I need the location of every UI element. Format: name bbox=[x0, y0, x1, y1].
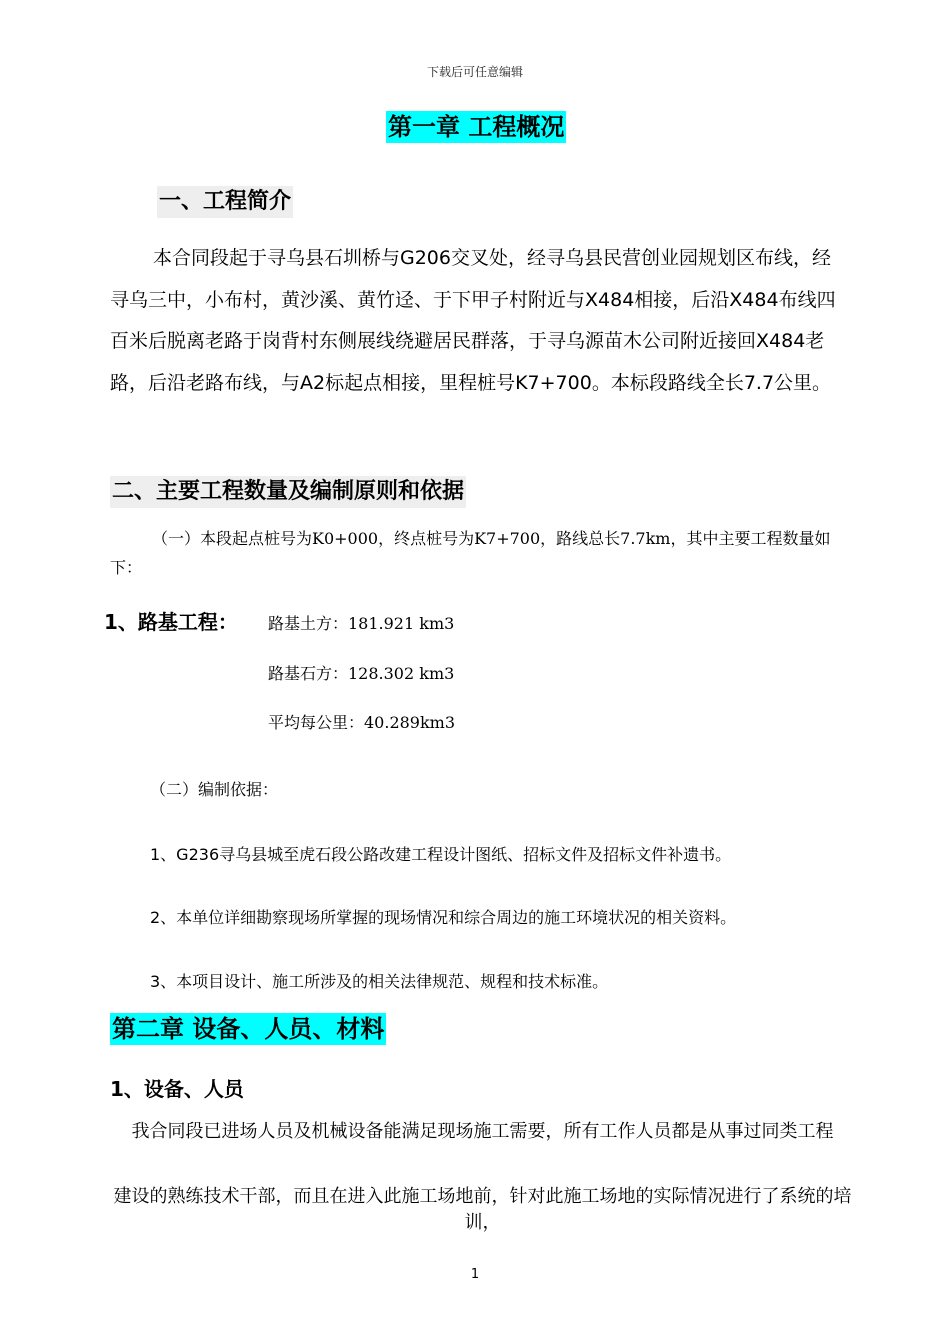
subsection-1-text: （一）本段起点桩号为K0+000，终点桩号为K7+700，路线总长7.7km，其中主要工程数量如下： bbox=[110, 529, 831, 577]
chapter1-title: 第一章 工程概况 bbox=[388, 113, 565, 141]
section-quantities-title: 二、主要工程数量及编制原则和依据 bbox=[110, 476, 466, 508]
roadbed-works-title: 1、路基工程： bbox=[104, 610, 238, 634]
quantity-earthwork: 路基土方：181.921 km3 bbox=[268, 614, 455, 633]
intro-paragraph: 本合同段起于寻乌县石圳桥与G206交叉处，经寻乌县民营创业园规划区布线，经寻乌三中，小布村，黄沙溪、黄竹迳、于下甲子村附近与X484相接，后沿X484布线四百米后脱离老路于岗背村东侧展线绕避居民群落，于寻乌源苗木公司附近接回X484老路，后沿老路布线，与A2标起点相接，里程桩号K7+700。本标段路线全长7.7公里。 bbox=[110, 247, 836, 394]
basis-item: 3、本项目设计、施工所涉及的相关法律规范、规程和技术标准。 bbox=[150, 972, 609, 991]
equipment-paragraph: 建设的熟练技术干部，而且在进入此施工场地前，针对此施工场地的实际情况进行了系统的培训， bbox=[113, 1186, 852, 1233]
basis-item: 1、G236寻乌县城至虎石段公路改建工程设计图纸、招标文件及招标文件补遗书。 bbox=[150, 845, 732, 864]
chapter2-title: 第二章 设备、人员、材料 bbox=[112, 1015, 385, 1043]
quantity-stonework: 路基石方：128.302 km3 bbox=[268, 664, 455, 683]
page-number: 1 bbox=[470, 1267, 480, 1282]
basis-item: 2、本单位详细勘察现场所掌握的现场情况和综合周边的施工环境状况的相关资料。 bbox=[150, 908, 737, 927]
quantity-average-per-km: 平均每公里：40.289km3 bbox=[268, 713, 456, 732]
section-intro-title: 一、工程简介 bbox=[157, 186, 293, 218]
equipment-paragraph: 我合同段已进场人员及机械设备能满足现场施工需要，所有工作人员都是从事过同类工程 bbox=[131, 1121, 834, 1142]
page-header: 下载后可任意编辑 bbox=[426, 65, 523, 79]
section-equipment-title: 1、设备、人员 bbox=[110, 1077, 244, 1101]
subsection-2-title: （二）编制依据： bbox=[150, 780, 279, 799]
